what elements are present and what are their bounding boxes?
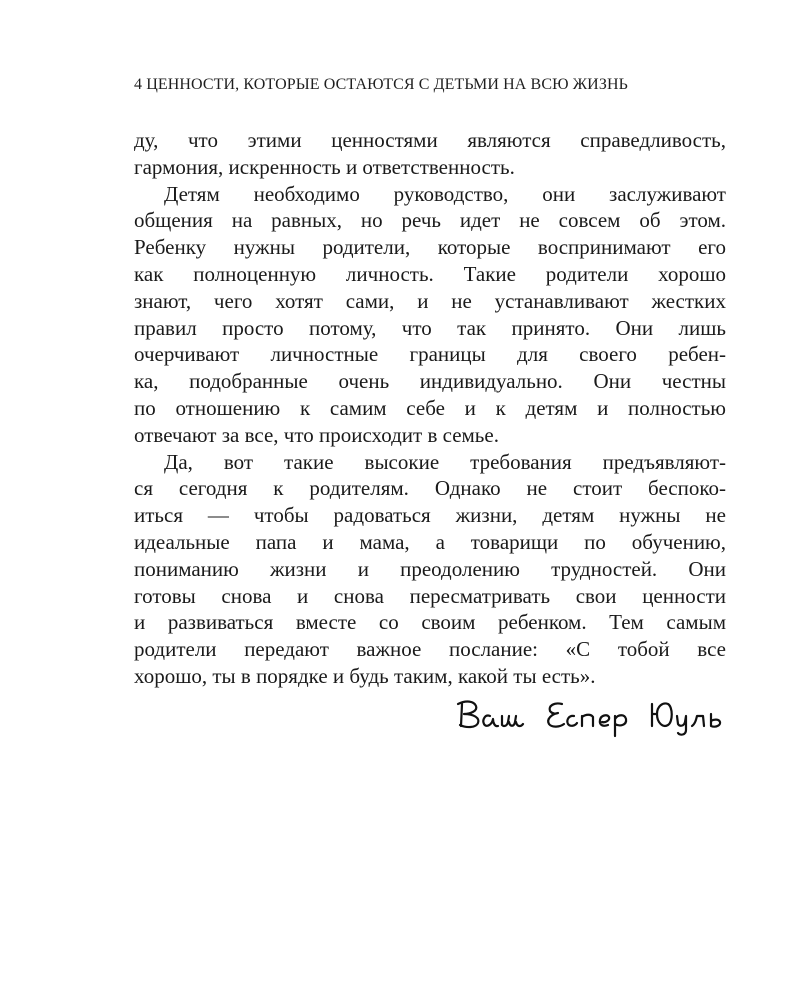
running-header: 4 ЦЕННОСТИ, КОТОРЫЕ ОСТАЮТСЯ С ДЕТЬМИ НА ВСЮ ЖИЗНЬ [134,76,628,93]
text-line: по отношению к самим себе и к детям и полностью [134,395,726,420]
body-text [134,127,726,690]
text-line: общения на равных, но речь идет не совсем об этом. [134,208,726,233]
text-line: иться — чтобы радоваться жизни, детям нужны не [134,503,726,528]
text-line: очерчивают личностные границы для своего ребен- [134,342,726,367]
text-line: как полноценную личность. Такие родители хорошо [134,261,726,286]
text-line: идеальные папа и мама, а товарищи по обучению, [134,529,726,554]
text-line: пониманию жизни и преодолению трудностей. Они [134,556,726,581]
text-line: отвечают за все, что происходит в семье. [134,422,499,447]
text-line: знают, чего хотят сами, и не устанавливают жестких [134,288,726,313]
text-line: гармония, искренность и ответственность. [134,154,515,179]
text-line: правил просто потому, что так принято. Они лишь [134,315,726,340]
text-line: и развиваться вместе со своим ребенком. Тем самым [134,610,726,635]
text-line: готовы снова и снова пересматривать свои ценности [134,583,726,608]
text-line: Да, вот такие высокие требования предъявляют- [164,449,726,474]
text-line: ду, что этими ценностями являются справедливость, [134,128,726,152]
text-line: Детям необходимо руководство, они заслуживают [164,181,726,206]
text-line: Ребенку нужны родители, которые воспринимают его [134,235,726,260]
text-line: ся сегодня к родителям. Однако не стоит беспоко- [134,476,726,501]
text-line: родители передают важное послание: «С тобой все [134,637,726,662]
text-line: ка, подобранные очень индивидуально. Они честны [134,369,726,394]
text-line: хорошо, ты в порядке и будь таким, какой ты есть». [134,663,596,688]
handwritten-signature [452,692,732,742]
